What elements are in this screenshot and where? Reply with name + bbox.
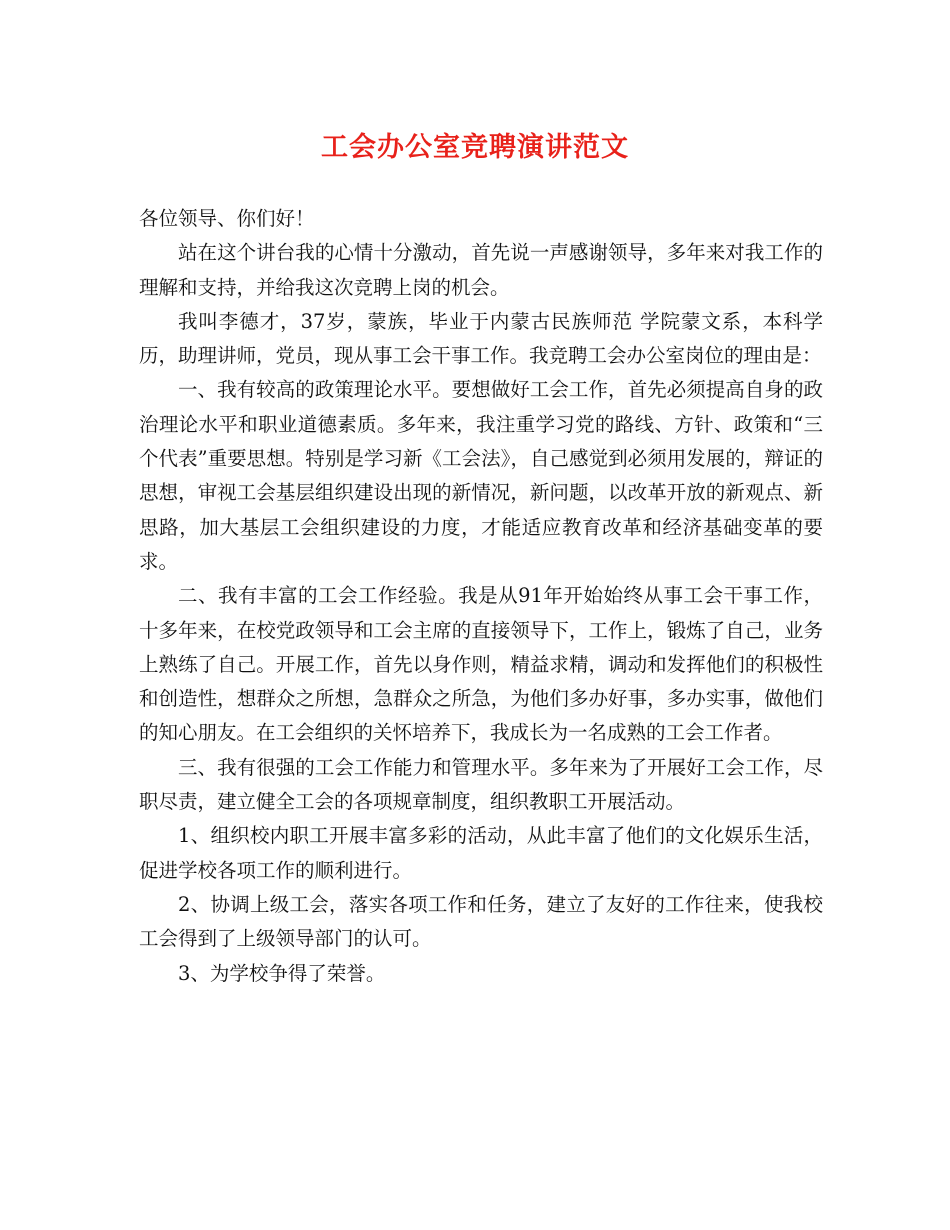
list-item-two: 2、协调上级工会，落实各项工作和任务，建立了友好的工作往来，使我校工会得到了上级领导部门的认可。 bbox=[139, 892, 823, 951]
reason-three-paragraph: 三、我有很强的工会工作能力和管理水平。多年来为了开展好工会工作，尽职尽责，建立健全工会的各项规章制度，组织教职工开展活动。 bbox=[139, 755, 823, 814]
introduction-paragraph: 我叫李德才，37岁，蒙族，毕业于内蒙古民族师范 学院蒙文系，本科学历，助理讲师，党员，现从事工会干事工作。我竞聘工会办公室岗位的理由是： bbox=[139, 309, 823, 368]
reason-two-paragraph: 二、我有丰富的工会工作经验。我是从91年开始始终从事工会干事工作，十多年来，在校党政领导和工会主席的直接领导下，工作上，锻炼了自己，业务上熟练了自己。开展工作，首先以身作则，精益求精，调动和发挥他们的积极性和创造性，想群众之所想，急群众之所急，为他们多办好事，多办实事，做他们的知心朋友。在工会组织的关怀培养下，我成长为一名成熟的工会工作者。 bbox=[139, 584, 823, 745]
salutation-paragraph: 各位领导、你们好！ bbox=[139, 207, 315, 230]
opening-paragraph: 站在这个讲台我的心情十分激动，首先说一声感谢领导，多年来对我工作的理解和支持，并给我这次竞聘上岗的机会。 bbox=[139, 241, 823, 299]
list-item-one: 1、组织校内职工开展丰富多彩的活动，从此丰富了他们的文化娱乐生活，促进学校各项工作的顺利进行。 bbox=[139, 824, 823, 882]
document-body bbox=[139, 202, 823, 991]
list-item-three: 3、为学校争得了荣誉。 bbox=[178, 961, 386, 985]
page-title: 工会办公室竞聘演讲范文 bbox=[321, 132, 629, 163]
reason-one-paragraph: 一、我有较高的政策理论水平。要想做好工会工作，首先必须提高自身的政治理论水平和职业道德素质。多年来，我注重学习党的路线、方针、政策和“三个代表”重要思想。特别是学习新《工会法》，自己感觉到必须用发展的，辩证的思想，审视工会基层组织建设出现的新情况，新问题，以改革开放的新观点、新思路，加大基层工会组织建设的力度，才能适应教育改革和经济基础变革的要求。 bbox=[139, 378, 823, 573]
